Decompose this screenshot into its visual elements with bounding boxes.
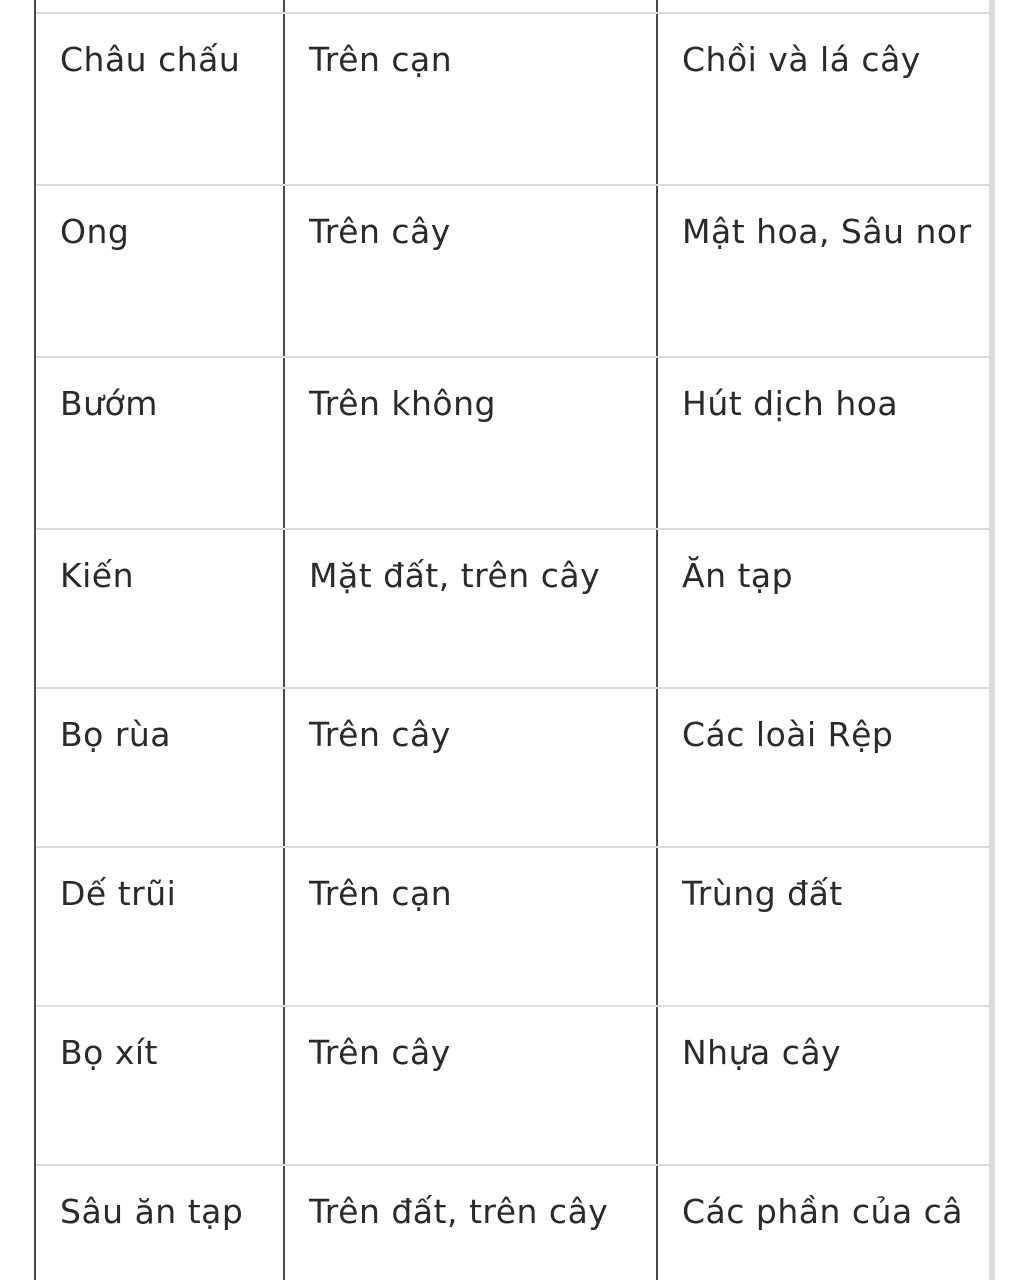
table-row bbox=[36, 528, 989, 687]
cell-insect: Ong bbox=[60, 212, 130, 251]
cell-food: Các phần của câ bbox=[682, 1192, 964, 1231]
insect-table bbox=[36, 0, 989, 1280]
table-row bbox=[36, 356, 989, 528]
table-row bbox=[36, 1164, 989, 1280]
cell-habitat: Trên đất, trên cây bbox=[309, 1192, 609, 1231]
cell-habitat: Trên cạn bbox=[309, 40, 453, 79]
cell-insect: Sâu ăn tạp bbox=[60, 1192, 244, 1231]
cell-insect: Bướm bbox=[60, 384, 158, 423]
cell-food bbox=[682, 0, 989, 12]
cell-habitat: Trên không bbox=[309, 384, 496, 423]
cell-insect: Kiến bbox=[60, 556, 135, 595]
cell-food: Ăn tạp bbox=[682, 556, 794, 595]
table-row bbox=[36, 184, 989, 356]
cell-habitat bbox=[309, 0, 654, 12]
table-row bbox=[36, 1005, 989, 1164]
cell-insect bbox=[60, 0, 280, 12]
cell-food: Nhựa cây bbox=[682, 1033, 842, 1072]
cell-food: Chồi và lá cây bbox=[682, 40, 921, 79]
cell-food: Mật hoa, Sâu nor bbox=[682, 212, 972, 251]
scroll-edge[interactable] bbox=[989, 0, 995, 1280]
cell-habitat: Trên cạn bbox=[309, 874, 453, 913]
cell-insect: Dế trũi bbox=[60, 874, 177, 913]
cell-habitat: Trên cây bbox=[309, 1033, 451, 1072]
cell-food: Trùng đất bbox=[682, 874, 843, 913]
table-row bbox=[36, 687, 989, 846]
cell-food: Hút dịch hoa bbox=[682, 384, 899, 423]
cell-habitat: Trên cây bbox=[309, 715, 451, 754]
cell-insect: Châu chấu bbox=[60, 40, 241, 79]
table-row bbox=[36, 846, 989, 1005]
table-row bbox=[36, 12, 989, 184]
cell-insect: Bọ rùa bbox=[60, 715, 172, 754]
cell-food: Các loài Rệp bbox=[682, 715, 894, 754]
cell-habitat: Mặt đất, trên cây bbox=[309, 556, 601, 595]
cell-habitat: Trên cây bbox=[309, 212, 451, 251]
cell-insect: Bọ xít bbox=[60, 1033, 158, 1072]
